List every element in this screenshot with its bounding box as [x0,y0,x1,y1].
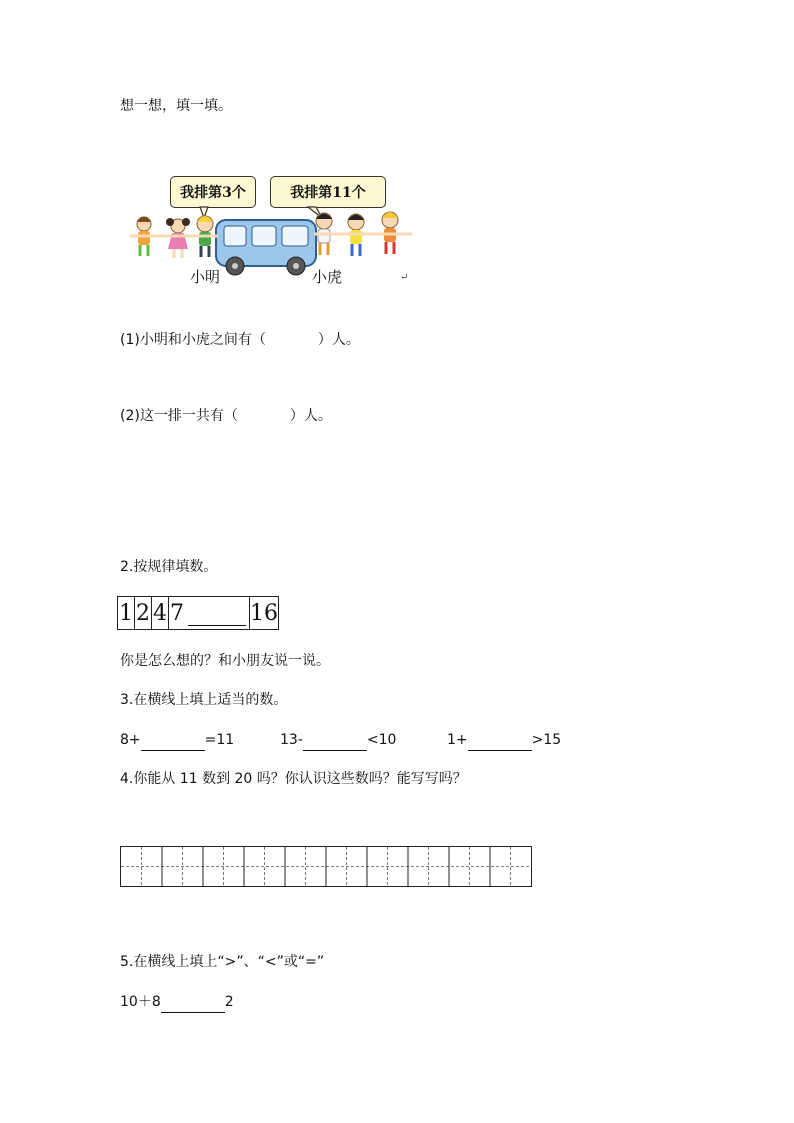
sequence-cell: 16 [250,600,278,626]
q1-sub2 [120,406,332,426]
q3-item-3-prefix: 1+ [447,732,468,748]
q3-item-3-suffix: >15 [531,732,562,748]
q5-blank[interactable] [161,992,225,1013]
q1-sub1-suffix: ）人。 [317,332,360,348]
q3-item-1-prefix: 8+ [120,732,141,748]
sequence-cell: 1 [118,597,135,629]
bus-queue-illustration [128,172,414,286]
q2-title: 2.按规律填数。 [120,559,218,575]
writing-grid[interactable] [120,846,532,887]
q3-item-2-prefix: 13- [280,732,303,748]
q3-item-3 [447,730,561,751]
q3-item-3-blank[interactable] [468,730,532,751]
speech-bubble-left: 我排第3个 [170,176,256,208]
q5-expression [120,992,234,1013]
sequence-cell: 7 [170,600,184,626]
q2-followup: 你是怎么想的？和小朋友说一说。 [120,653,330,669]
q1-sub1-prefix: (1)小明和小虎之间有（ [120,332,266,348]
sequence-blank-line [188,625,246,626]
name-xiaoming: 小明 [190,268,221,286]
sequence-cell: 2 [135,597,152,629]
q3-item-1-suffix: =11 [204,732,235,748]
name-xiaohu: 小虎 [312,268,343,286]
q1-sub2-suffix: ）人。 [289,408,332,424]
number-sequence-box [117,596,279,630]
q3-item-2-blank[interactable] [303,730,367,751]
q5-expr-suffix: 2 [224,994,234,1010]
q1-sub2-prefix: (2)这一排一共有（ [120,408,238,424]
q5-title: 5.在横线上填上“>”、“<”或“=” [120,954,325,970]
children-and-bus-drawing [128,172,414,286]
q3-item-2-suffix: <10 [366,732,397,748]
speech-bubble-right: 我排第11个 [270,176,386,208]
q3-item-2 [280,730,396,751]
writing-grid-lines [121,847,531,886]
q1-intro: 想一想，填一填。 [120,98,232,114]
q3-title: 3.在横线上填上适当的数。 [120,692,288,708]
q4-title: 4.你能从 11 数到 20 吗？你认识这些数吗？能写写吗？ [120,771,467,787]
q3-item-1-blank[interactable] [141,730,205,751]
q3-item-1 [120,730,234,751]
sequence-cell: 4 [152,597,169,629]
return-mark: ↵ [400,272,409,283]
q5-expr-prefix: 10＋8 [120,994,161,1010]
q1-sub1 [120,330,360,350]
sequence-blank[interactable] [185,597,250,629]
